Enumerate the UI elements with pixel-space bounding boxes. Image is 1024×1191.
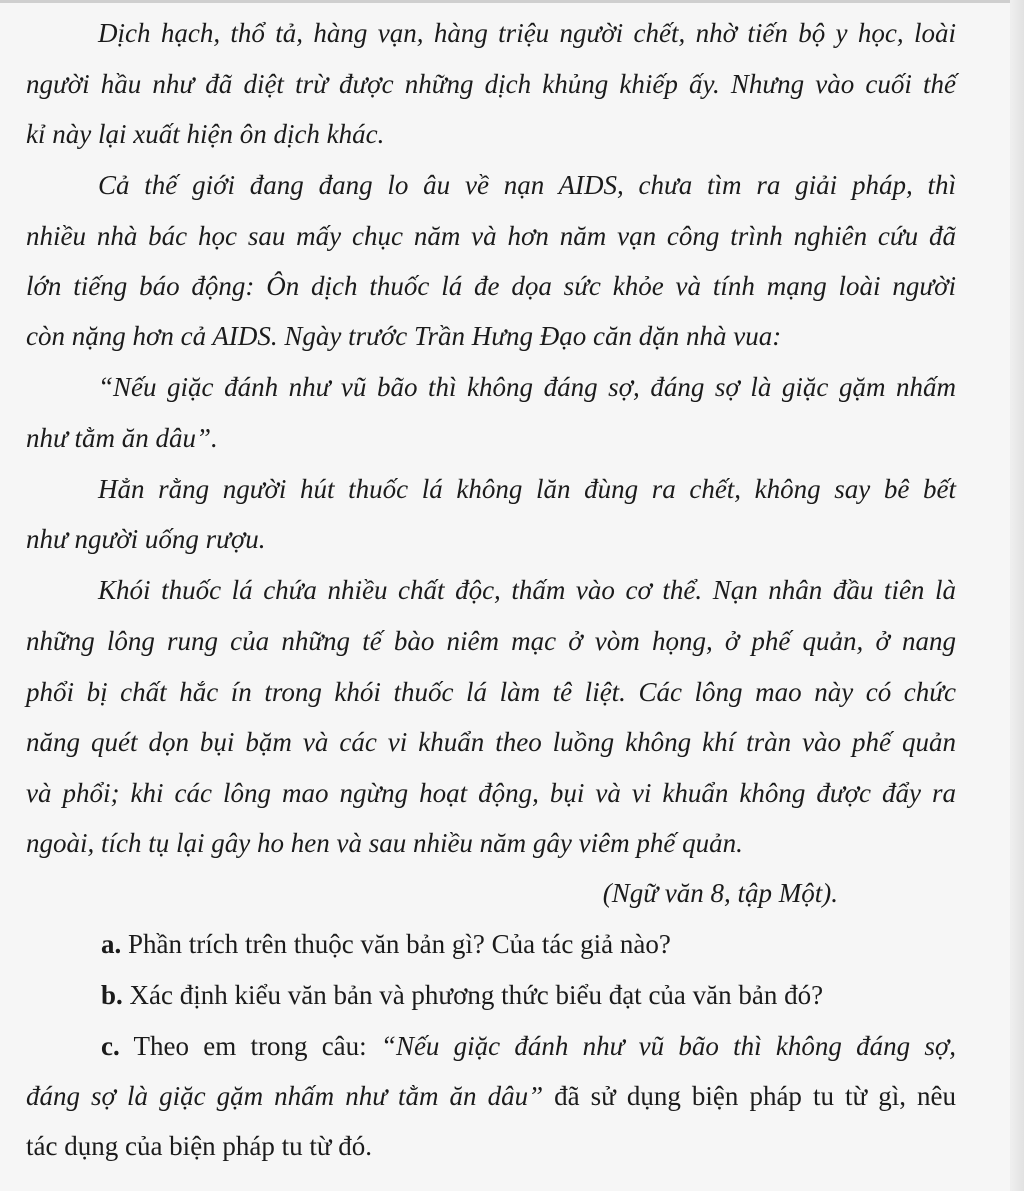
passage-line-4: Cả thế giới đang đang lo âu về nạn AIDS, chưa tìm ra giải pháp, thì <box>98 170 956 200</box>
question-c-text-2: đã sử dụng biện pháp tu từ gì, nêu <box>543 1081 956 1111</box>
passage-line-12: Khói thuốc lá chứa nhiều chất độc, thấm vào cơ thể. Nạn nhân đầu tiên là <box>98 575 956 605</box>
passage-line-10: Hẳn rằng người hút thuốc lá không lăn đùng ra chết, không say bê bết <box>98 474 956 504</box>
question-c-line-3: tác dụng của biện pháp tu từ đó. <box>26 1131 373 1161</box>
question-c-line-2 <box>26 1083 956 1110</box>
passage-line-6: lớn tiếng báo động: Ôn dịch thuốc lá đe dọa sức khỏe và tính mạng loài người <box>26 271 956 301</box>
passage-line-11: như người uống rượu. <box>26 524 266 554</box>
question-a <box>101 931 956 958</box>
passage-line-17: ngoài, tích tụ lại gây ho hen và sau nhiều năm gây viêm phế quản. <box>26 828 743 858</box>
question-c-line-1 <box>101 1033 956 1060</box>
passage-line-15: năng quét dọn bụi bặm và các vi khuẩn theo luồng không khí tràn vào phế quản <box>26 727 956 757</box>
question-b <box>101 982 956 1009</box>
question-b-text: Xác định kiểu văn bản và phương thức biểu đạt của văn bản đó? <box>122 980 824 1010</box>
passage-line-8: “Nếu giặc đánh như vũ bão thì không đáng sợ, đáng sợ là giặc gặm nhấm <box>98 372 956 402</box>
question-a-label: a. <box>101 929 122 959</box>
question-c-text-1: Theo em trong câu: <box>119 1031 381 1061</box>
passage-line-16: và phổi; khi các lông mao ngừng hoạt động, bụi và vi khuẩn không được đẩy ra <box>26 778 956 808</box>
top-edge <box>0 0 1024 3</box>
question-c-quote-2: đáng sợ là giặc gặm nhấm như tằm ăn dâu” <box>26 1081 544 1111</box>
passage-line-7: còn nặng hơn cả AIDS. Ngày trước Trần Hưng Đạo căn dặn nhà vua: <box>26 321 782 351</box>
question-a-text: Phần trích trên thuộc văn bản gì? Của tác giả nào? <box>121 929 671 959</box>
question-c-quote-1: “Nếu giặc đánh như vũ bão thì không đáng sợ, <box>380 1031 957 1061</box>
source-citation: (Ngữ văn 8, tập Một). <box>602 878 838 908</box>
passage-line-14: phổi bị chất hắc ín trong khói thuốc lá làm tê liệt. Các lông mao này có chức <box>26 677 956 707</box>
passage-line-5: nhiều nhà bác học sau mấy chục năm và hơn năm vạn công trình nghiên cứu đã <box>26 221 956 251</box>
passage-line-1: Dịch hạch, thổ tả, hàng vạn, hàng triệu người chết, nhờ tiến bộ y học, loài <box>98 18 956 48</box>
page-edge-shadow <box>1010 0 1024 1191</box>
question-b-label: b. <box>101 980 123 1010</box>
question-c-label: c. <box>101 1031 120 1061</box>
passage-line-2: người hầu như đã diệt trừ được những dịch khủng khiếp ấy. Nhưng vào cuối thế <box>26 69 956 99</box>
passage-line-9: như tằm ăn dâu”. <box>26 423 218 453</box>
passage-line-13: những lông rung của những tế bào niêm mạc ở vòm họng, ở phế quản, ở nang <box>26 626 956 656</box>
passage-line-3: kỉ này lại xuất hiện ôn dịch khác. <box>26 119 385 149</box>
